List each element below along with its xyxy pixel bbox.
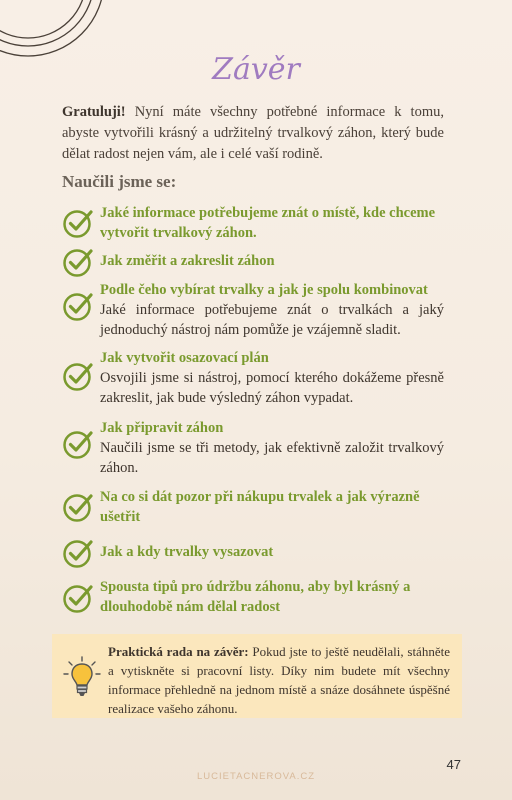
learned-item [62,250,444,276]
learned-item [62,418,444,478]
learned-heading: Naučili jsme se: [62,172,177,191]
check-circle-icon [62,360,94,392]
learned-item [62,203,444,243]
item-heading: Jak a kdy trvalky vysazovat [100,544,274,560]
intro-lead: Gratuluji! [62,104,126,120]
item-body: Osvojili jsme si nástroj, pomocí kterého dokážeme přesně zakreslit, jak bude výsledný záhon vypadat. [100,370,444,406]
check-circle-icon [62,537,94,569]
page-number: 47 [446,757,461,772]
intro-text: Nyní máte všechny potřebné informace k tomu, abyste vytvořili krásný a udržitelný trvalkový záhon, který bude dělat radost nejen vám, ale i celé vaší rodině. [62,104,444,162]
footer-website: LUCIETACNEROVA.CZ [197,771,315,782]
tip-body: Pokud jste to ještě neudělali, stáhněte a vytiskněte si pracovní listy. Díky nim budete mít všechny informace přehledně na jednom místě a snáze dosáhnete úspěšné realizace vašeho záhonu. [108,644,450,716]
check-circle-icon [62,246,94,278]
item-heading: Spousta tipů pro údržbu záhonu, aby byl krásný a dlouhodobě nám dělal radost [100,579,411,615]
check-circle-icon [62,491,94,523]
learned-item [62,541,444,567]
intro-paragraph [62,102,444,165]
item-body: Naučili jsme se tři metody, jak efektivně založit trvalkový záhon. [100,440,444,476]
item-heading: Podle čeho vybírat trvalky a jak je spolu kombinovat [100,282,428,298]
item-heading: Na co si dát pozor při nákupu trvalek a jak výrazně ušetřit [100,489,420,525]
check-circle-icon [62,207,94,239]
item-heading: Jak vytvořit osazovací plán [100,350,269,366]
learned-item [62,577,444,617]
learned-item [62,348,444,408]
tip-text [108,642,450,718]
item-heading: Jak změřit a zakreslit záhon [100,253,275,269]
item-body: Jaké informace potřebujeme znát o trvalkách a jaký jednoduchý nástroj nám pomůže je vzájemně sladit. [100,302,444,338]
page-title: Závěr [212,52,300,87]
item-heading: Jak připravit záhon [100,420,224,436]
tip-lead: Praktická rada na závěr: [108,644,249,659]
lightbulb-icon [62,656,102,700]
learned-item [62,487,444,527]
tip-box [52,634,462,718]
check-circle-icon [62,428,94,460]
check-circle-icon [62,582,94,614]
item-heading: Jaké informace potřebujeme znát o místě, kde chceme vytvořit trvalkový záhon. [100,205,436,241]
learned-item [62,280,444,340]
check-circle-icon [62,290,94,322]
